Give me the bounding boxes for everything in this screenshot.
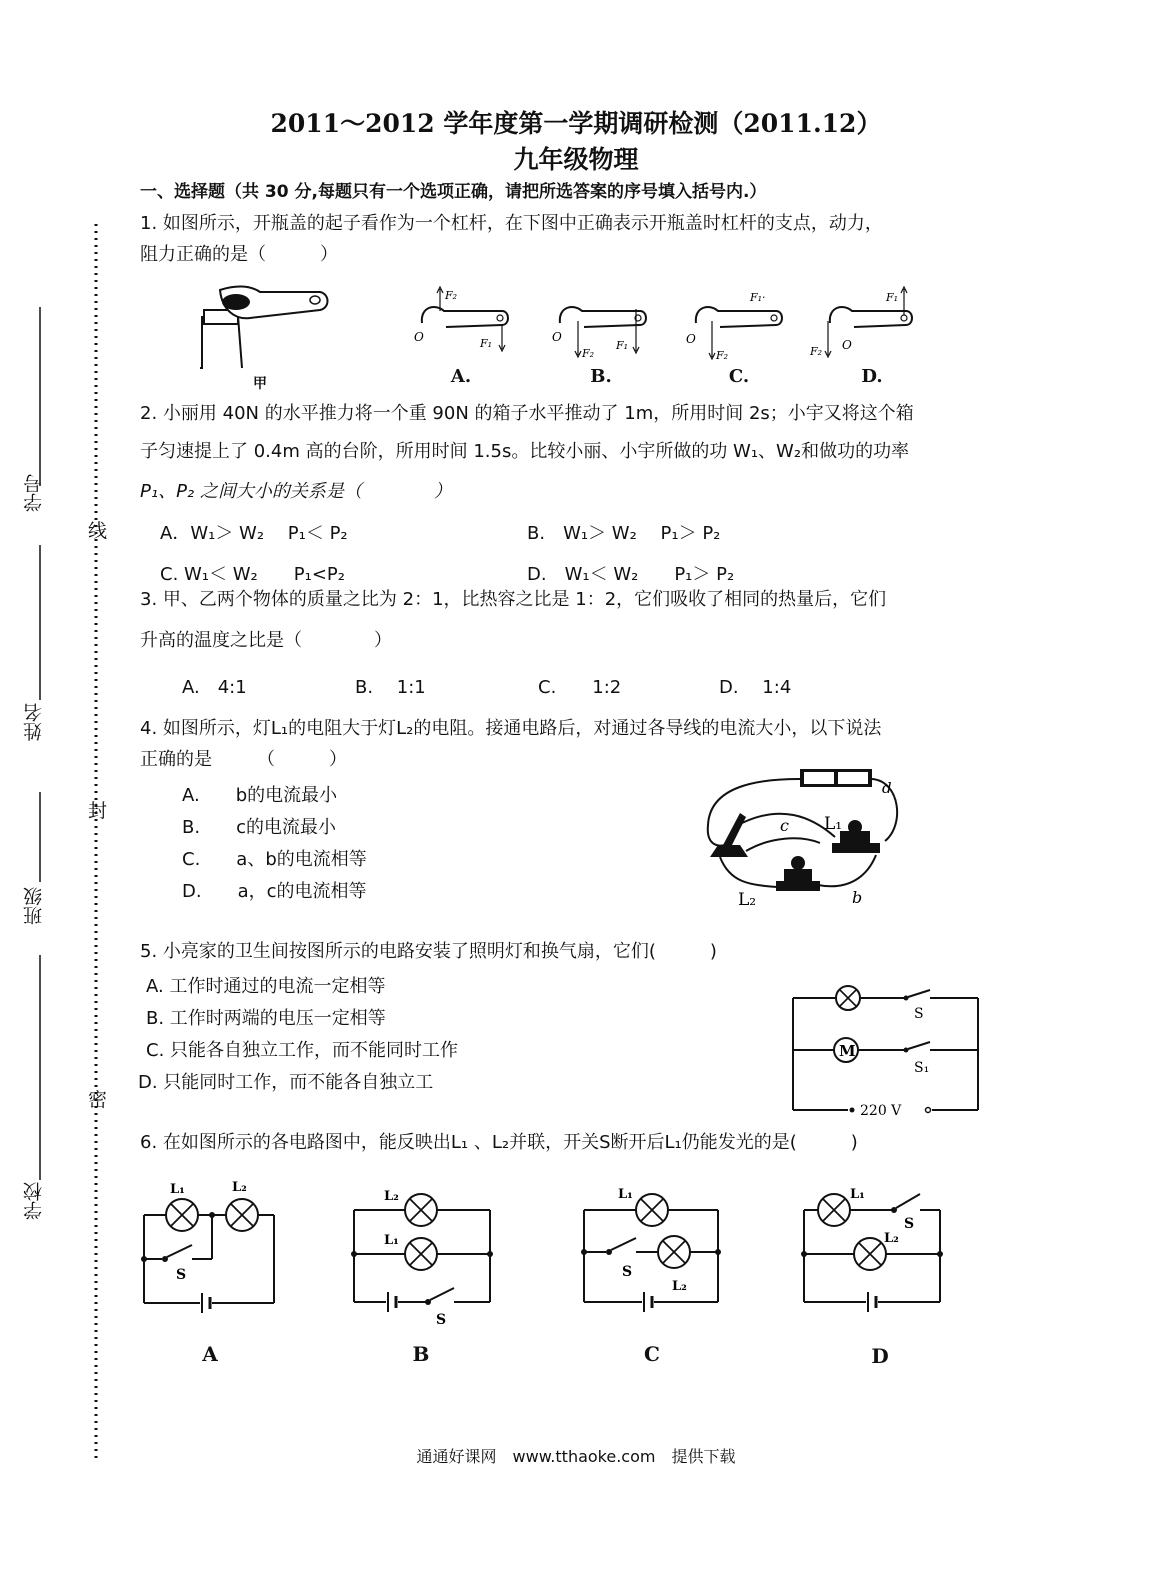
q6-label-c: C — [644, 1342, 660, 1366]
q3-option-c: C. 1:2 — [538, 677, 622, 698]
svg-text:F₂: F₂ — [716, 349, 729, 362]
svg-text:L₂: L₂ — [232, 1180, 247, 1195]
q1-line2: 阻力正确的是（ ） — [140, 244, 338, 265]
q1-label-c: C. — [728, 366, 750, 387]
q5-label-s1: S₁ — [914, 1060, 930, 1076]
q2-line1: 2. 小丽用 40N 的水平推力将一个重 90N 的箱子水平推动了 1m，所用时间 2s；小宇又将这个箱 — [140, 403, 914, 424]
q5-option-d: D. 只能同时工作，而不能各自独立工 — [138, 1072, 434, 1093]
q5-option-a: A. 工作时通过的电流一定相等 — [146, 976, 386, 997]
svg-text:S: S — [436, 1312, 447, 1328]
field-class: 班级 — [23, 887, 45, 925]
q1-label-jia: 甲 — [253, 376, 267, 392]
svg-text:F₁: F₁ — [616, 339, 629, 352]
q6-label-b: B — [412, 1342, 430, 1366]
q5-circuit-figure — [790, 988, 990, 1118]
q4-circuit-figure — [700, 765, 910, 910]
svg-text:S: S — [622, 1264, 633, 1280]
q4-line2: 正确的是 （ ） — [140, 749, 347, 770]
q5-option-c: C. 只能各自独立工作，而不能同时工作 — [146, 1040, 459, 1061]
q4-label-c: c — [780, 816, 789, 835]
page-footer: 通通好课网 www.tthaoke.com 提供下载 — [416, 1447, 736, 1466]
svg-text:S: S — [904, 1216, 915, 1232]
q1-figure-c — [684, 285, 794, 365]
q4-label-d: d — [882, 779, 892, 797]
q4-option-c: C. a、b的电流相等 — [182, 849, 367, 870]
svg-text:F₂: F₂ — [810, 345, 823, 358]
seal-char-seal: 封 — [88, 800, 108, 822]
page-subtitle: 九年级物理 — [513, 145, 639, 174]
field-name: 姓名 — [23, 703, 45, 741]
q2-option-a: A．W₁＞ W₂ P₁＜ P₂ — [160, 523, 348, 544]
q1a-f2: F₂ — [445, 289, 458, 302]
q1-label-a: A. — [450, 366, 472, 387]
svg-text:L₂: L₂ — [884, 1231, 899, 1246]
page-title: 2011～2012 学年度第一学期调研检测（2011.12） — [270, 109, 882, 138]
q6-circuit-a — [140, 1175, 290, 1305]
q2-line3: P₁、P₂ 之间大小的关系是（ ） — [140, 481, 452, 502]
q4-option-d: D. a，c的电流相等 — [182, 881, 367, 902]
section-heading: 一、选择题（共 30 分,每题只有一个选项正确，请把所选答案的序号填入括号内.） — [140, 182, 767, 202]
q2-option-b: B. W₁＞ W₂ P₁＞ P₂ — [527, 523, 721, 544]
q1-figure-a — [410, 285, 520, 365]
q2-line2: 子匀速提上了 0.4m 高的台阶，所用时间 1.5s。比较小丽、小宇所做的功 W₁、W₂和做功的功率 — [140, 441, 910, 462]
q1a-o: O — [414, 330, 424, 344]
svg-text:F₂: F₂ — [582, 347, 595, 360]
seal-char-secret: 密 — [88, 1089, 108, 1111]
q6-label-d: D — [871, 1344, 889, 1368]
q4-option-a: A. b的电流最小 — [182, 785, 338, 806]
q5-label-s: S — [914, 1006, 924, 1022]
q5-line1: 5. 小亮家的卫生间按图所示的电路安装了照明灯和换气扇，它们( ) — [140, 941, 717, 962]
svg-text:L₁: L₁ — [850, 1187, 865, 1202]
q4-label-b: b — [852, 888, 863, 907]
field-school: 学校 — [23, 1182, 45, 1220]
q4-label-l2: L₂ — [738, 890, 757, 910]
q3-line1: 3. 甲、乙两个物体的质量之比为 2：1，比热容之比是 1：2，它们吸收了相同的热量后，它们 — [140, 589, 887, 610]
q5-label-m: M — [839, 1042, 856, 1060]
q3-option-a: A. 4:1 — [182, 677, 247, 698]
q6-circuit-b — [350, 1180, 500, 1328]
svg-text:F₁: F₁ — [886, 291, 899, 304]
svg-text:O: O — [686, 332, 696, 346]
q1-label-d: D. — [861, 366, 883, 387]
svg-text:O: O — [552, 330, 562, 344]
seal-char-line: 线 — [88, 520, 108, 542]
svg-text:L₂: L₂ — [384, 1189, 399, 1204]
svg-text:O: O — [842, 338, 852, 352]
q6-line1: 6. 在如图所示的各电路图中，能反映出L₁ 、L₂并联，开关S断开后L₁仍能发光的是( ) — [140, 1132, 858, 1153]
svg-text:L₁: L₁ — [384, 1233, 399, 1248]
q2-option-d: D. W₁＜ W₂ P₁＞ P₂ — [527, 564, 735, 585]
q6-label-a: A — [202, 1342, 218, 1366]
q6-circuit-c — [580, 1180, 730, 1310]
q4-line1: 4. 如图所示，灯L₁的电阻大于灯L₂的电阻。接通电路后，对通过各导线的电流大小，以下说法 — [140, 718, 882, 739]
q1a-f1: F₁ — [480, 337, 493, 350]
q1-label-b: B. — [590, 366, 612, 387]
q1-figure-d — [808, 285, 918, 365]
q4-label-l1: L₁ — [824, 814, 843, 834]
q3-option-d: D. 1:4 — [719, 677, 792, 698]
svg-text:L₂: L₂ — [672, 1279, 687, 1294]
q1-line1: 1. 如图所示，开瓶盖的起子看作为一个杠杆，在下图中正确表示开瓶盖时杠杆的支点，动力， — [140, 213, 883, 234]
q3-option-b: B. 1:1 — [355, 677, 426, 698]
q3-line2: 升高的温度之比是（ ） — [140, 630, 392, 651]
q2-option-c: C. W₁＜ W₂ P₁<P₂ — [160, 564, 345, 585]
field-student-id: 学号 — [23, 474, 45, 512]
q5-label-voltage: 220 V — [860, 1103, 902, 1119]
q6-circuit-d — [800, 1180, 950, 1310]
q1-figure-b — [548, 285, 658, 365]
svg-text:F₁·: F₁· — [750, 291, 766, 304]
q4-option-b: B. c的电流最小 — [182, 817, 336, 838]
svg-text:L₁: L₁ — [170, 1182, 185, 1197]
svg-text:L₁: L₁ — [618, 1187, 633, 1202]
svg-text:S: S — [176, 1267, 187, 1283]
q5-option-b: B. 工作时两端的电压一定相等 — [146, 1008, 386, 1029]
